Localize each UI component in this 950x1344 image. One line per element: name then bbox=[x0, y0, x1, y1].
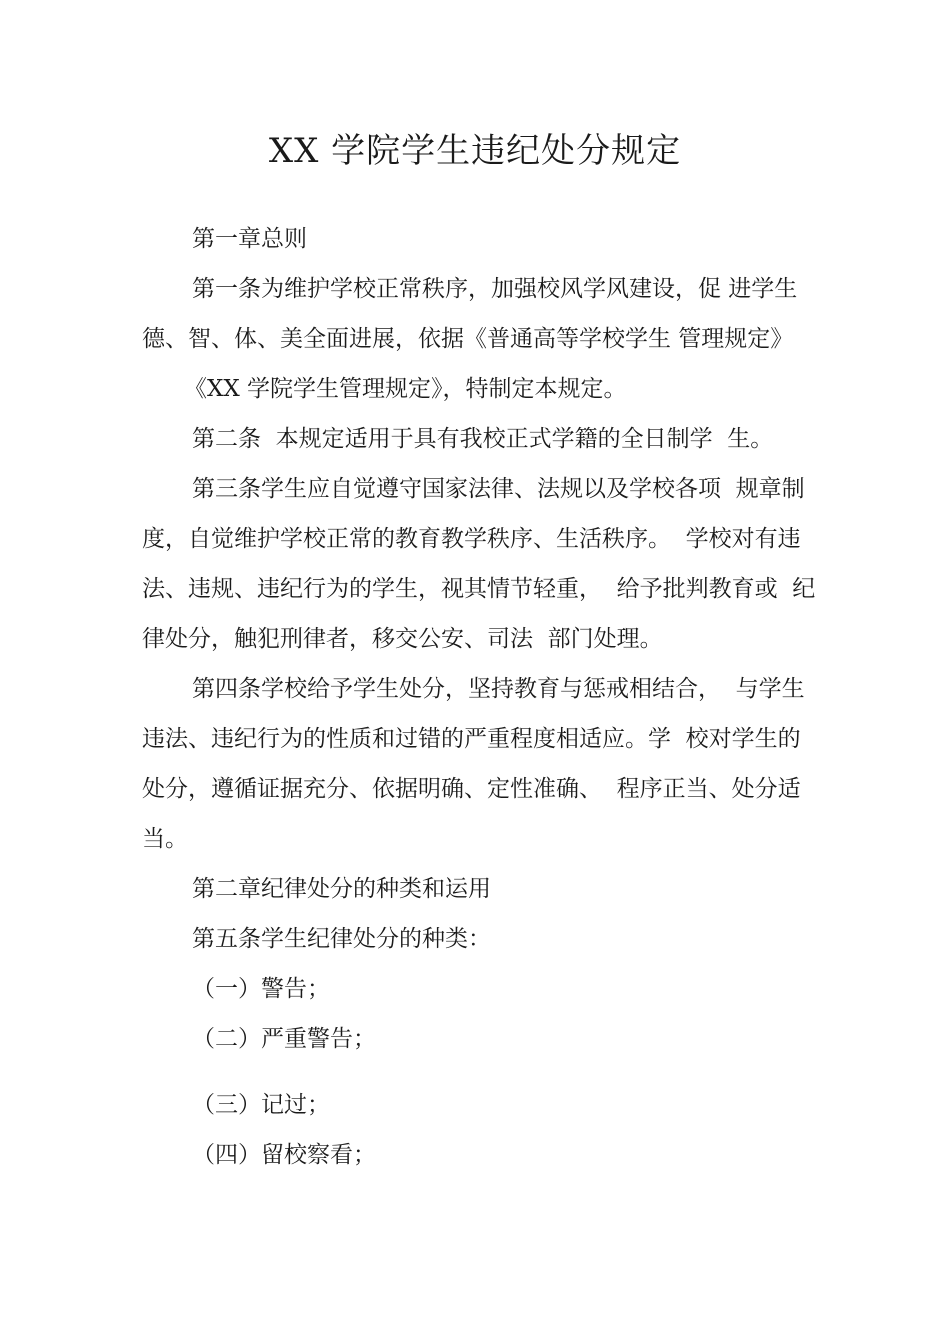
penalty-item-serious-warning: （二）严重警告； bbox=[192, 1026, 376, 1052]
penalty-item-probation: （四）留校察看； bbox=[192, 1142, 376, 1168]
article-5: 第五条学生纪律处分的种类： bbox=[192, 926, 491, 952]
penalty-item-demerit: （三）记过； bbox=[192, 1092, 330, 1118]
spacer bbox=[142, 1064, 822, 1080]
chapter-1-heading: 第一章总则 bbox=[192, 226, 307, 252]
article-2: 第二条 本规定适用于具有我校正式学籍的全日制学 生。 bbox=[192, 426, 774, 452]
article-4: 第四条学校给予学生处分，坚持教育与惩戒相结合， 与学生违法、违纪行为的性质和过错的严重程度相适应。学 校对学生的处分，遵循证据充分、依据明确、定性准确、 程序正当、处分适当。 bbox=[142, 676, 805, 852]
article-3: 第三条学生应自觉遵守国家法律、法规以及学校各项 规章制度，自觉维护学校正常的教育教学秩序、生活秩序。 学校对有违法、违规、违纪行为的学生，视其情节轻重， 给予批判教育或 纪律处分，触犯刑律者，移交公安、司法 部门处理。 bbox=[142, 476, 816, 652]
article-1: 第一条为维护学校正常秩序，加强校风学风建设，促 进学生德、智、体、美全面进展，依据《普通高等学校学生 管理规定》 bbox=[142, 276, 798, 352]
chapter-2-heading: 第二章纪律处分的种类和运用 bbox=[192, 876, 491, 902]
article-1-continuation: 《XX 学院学生管理规定》，特制定本规定。 bbox=[184, 376, 627, 402]
document-title: XX 学院学生违纪处分规定 bbox=[268, 131, 682, 171]
penalty-item-warning: （一）警告； bbox=[192, 976, 330, 1002]
document-body bbox=[142, 214, 822, 1180]
